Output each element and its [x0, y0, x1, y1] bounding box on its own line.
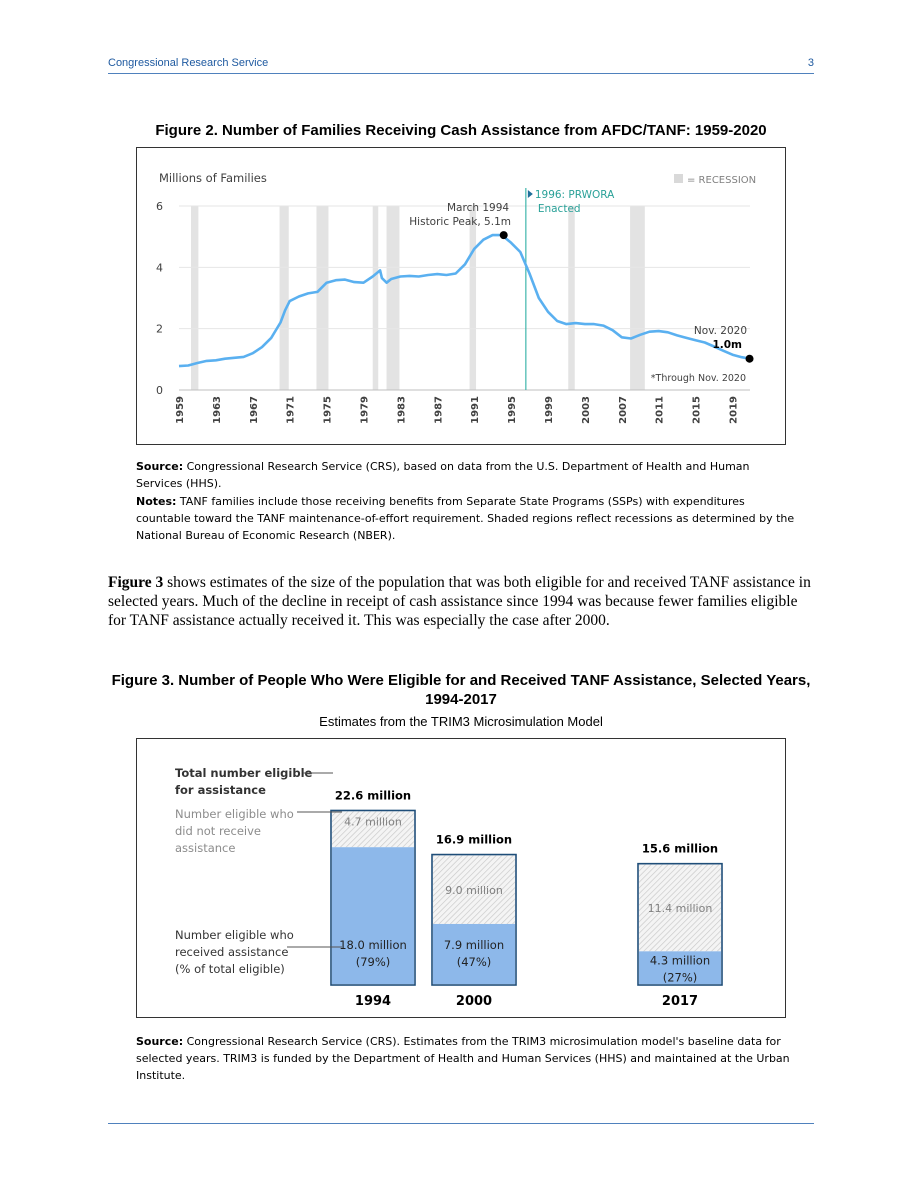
body-paragraph [108, 573, 814, 630]
figure2-notes [136, 493, 796, 544]
bar-received-pct: (27%) [662, 970, 698, 985]
bar-not-received-label: 9.0 million [445, 883, 503, 897]
x-tick-label: 2011 [654, 396, 666, 424]
peak-annotation: March 1994 [447, 202, 510, 214]
figure2-notes-label: Notes: [136, 495, 177, 508]
peak-marker [500, 231, 508, 239]
figure2-title: Figure 2. Number of Families Receiving Cash Assistance from AFDC/TANF: 1959-2020 [155, 122, 767, 139]
y-tick-label: 2 [156, 322, 163, 336]
prwora-label: 1996: PRWORA [534, 189, 615, 201]
x-tick-label: 1959 [175, 396, 186, 424]
bar-received-pct: (79%) [355, 955, 391, 969]
page-number: 3 [807, 57, 814, 69]
category-label: 2000 [455, 994, 493, 1009]
end-annotation-value: 1.0m [712, 339, 742, 351]
legend-recession-label: = RECESSION [687, 175, 757, 186]
x-tick-label: 1975 [322, 396, 334, 424]
legend-not-received: Number eligible who [175, 807, 294, 821]
y-axis-title: Millions of Families [159, 171, 267, 185]
x-tick-label: 1971 [285, 396, 297, 424]
x-tick-label: 1983 [396, 396, 408, 424]
figure2-line-chart [137, 148, 785, 444]
figure2-notes-text: TANF families include those receiving benefits from Separate State Programs (SSPs) with expenditures countable toward the TANF maintenance-of-effort requirement. Shaded regions reflect recessions as determined by the National Bureau of Economic Research (NBER). [136, 495, 795, 542]
recession-band-5 [470, 206, 476, 390]
recession-band-4 [387, 206, 400, 390]
figure2-source-text: Congressional Research Service (CRS), based on data from the U.S. Department of Health and Human Services (HHS). [136, 460, 750, 490]
recession-band-1 [280, 206, 289, 390]
peak-annotation: Historic Peak, 5.1m [409, 216, 511, 228]
series-line-families [179, 235, 750, 366]
figure3-subtitle: Estimates from the TRIM3 Microsimulation Model [319, 714, 603, 729]
y-tick-label: 0 [156, 384, 163, 397]
figure2-source [136, 458, 796, 492]
bar-received-2000 [433, 924, 515, 984]
body-paragraph-text: shows estimates of the size of the population that was both eligible for and received TANF assistance in selected years. Much of the decline in receipt of cash assistance since 1994 was because fewer families eligible for TANF assistance actually received it. This was especially the case after 2000. [108, 574, 811, 629]
recession-band-7 [630, 206, 645, 390]
bar-not-received-label: 4.7 million [344, 815, 402, 829]
prwora-label: Enacted [537, 203, 581, 215]
figure3-bar-chart [137, 739, 785, 1017]
x-tick-label: 1963 [211, 396, 223, 424]
page-header [108, 57, 814, 73]
end-annotation: Nov. 2020 [693, 325, 747, 337]
figure3-reference: Figure 3 [108, 574, 164, 591]
footnote-through: *Through Nov. 2020 [650, 373, 746, 384]
legend-not-received: assistance [175, 841, 236, 855]
x-tick-label: 2007 [617, 396, 629, 424]
x-tick-label: 1979 [359, 396, 371, 424]
legend-received: received assistance [175, 945, 289, 959]
x-tick-label: 1991 [470, 396, 482, 424]
x-tick-label: 2019 [728, 396, 740, 424]
figure3-source [136, 1033, 796, 1084]
x-tick-label: 2003 [580, 396, 592, 424]
bar-not-received-label: 11.4 million [647, 902, 713, 915]
bar-received-pct: (47%) [456, 955, 492, 969]
legend-total: Total number eligible [175, 766, 313, 780]
recession-band-2 [316, 206, 328, 390]
figure3-chart-box [136, 738, 786, 1018]
x-tick-label: 1999 [543, 396, 555, 424]
figure3-source-label: Source: [136, 1035, 184, 1048]
bar-received-label: 4.3 million [649, 953, 711, 968]
x-tick-label: 1995 [507, 396, 519, 424]
legend-received: Number eligible who [175, 928, 294, 942]
figure2-source-label: Source: [136, 460, 184, 473]
x-tick-label: 2015 [691, 396, 703, 424]
footer-rule [108, 1123, 814, 1124]
x-tick-label: 1967 [248, 396, 260, 424]
figure2-chart-box [136, 147, 786, 445]
end-marker [746, 355, 754, 363]
category-label: 1994 [354, 994, 392, 1009]
y-tick-label: 4 [156, 261, 163, 275]
header-rule [108, 73, 814, 74]
recession-band-6 [568, 206, 574, 390]
bar-total-label: 15.6 million [641, 841, 719, 856]
bar-received-label: 18.0 million [339, 938, 407, 952]
header-org: Congressional Research Service [108, 57, 269, 69]
x-tick-label: 1987 [433, 396, 445, 424]
figure3-title: Figure 3. Number of People Who Were Eligible for and Received TANF Assistance, Selected Years, 1994-2017 [111, 672, 811, 708]
figure3-source-text: Congressional Research Service (CRS). Estimates from the TRIM3 microsimulation model's baseline data for selected years. TRIM3 is funded by the Department of Health and Human Services (HHS) and maintained at the Urban Institute. [136, 1035, 790, 1082]
recession-band-3 [373, 206, 379, 390]
bar-total-label: 22.6 million [334, 788, 412, 803]
legend-received: (% of total eligible) [175, 962, 285, 976]
legend-not-received: did not receive [175, 824, 261, 838]
legend-recession-swatch [674, 174, 683, 183]
category-label: 2017 [661, 994, 699, 1009]
y-tick-label: 6 [156, 200, 163, 213]
prwora-arrow-icon [528, 190, 533, 198]
legend-total: for assistance [175, 783, 266, 797]
bar-total-label: 16.9 million [435, 832, 513, 847]
bar-received-label: 7.9 million [443, 938, 505, 952]
